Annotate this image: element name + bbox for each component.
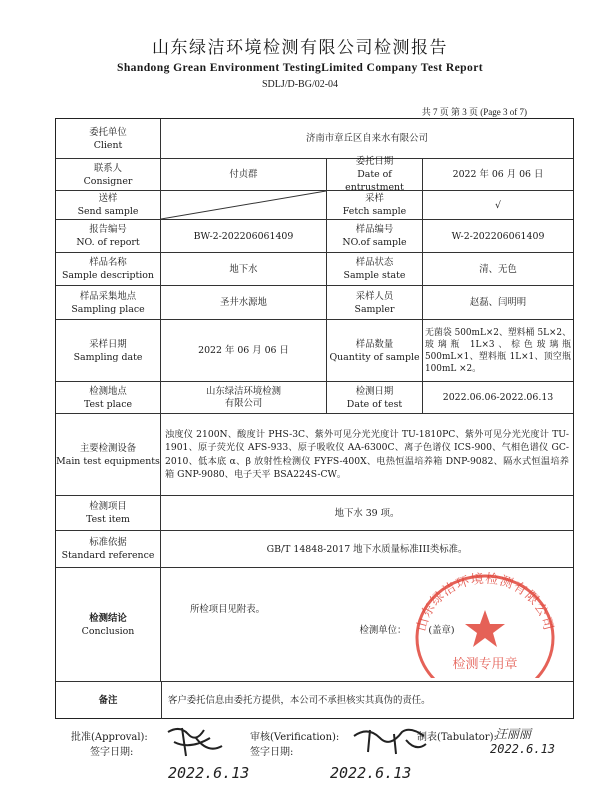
fetch-sample-label: 采样 Fetch sample [342, 193, 407, 217]
sampling-date-label: 采样日期 Sampling date [73, 338, 143, 363]
client-value: 济南市章丘区自来水有限公司 [306, 133, 428, 144]
verification-handwritten-date: 2022.6.13 [330, 764, 412, 782]
tabulator-label: 制表(Tabulator): [417, 732, 497, 743]
sample-state-value: 清、无色 [479, 263, 517, 275]
sampling-place-label: 样品采集地点 Sampling place [71, 290, 145, 315]
entrust-date-label: 委托日期 Date of entrustment [345, 156, 404, 193]
send-sample-label: 送样 Send sample [77, 193, 139, 217]
sampling-date-value: 2022 年 06 月 06 日 [198, 345, 289, 356]
approval-signature [160, 720, 230, 760]
test-unit-label: 检测单位： (盖章) [359, 625, 455, 636]
report-no-label: 报告编号 NO. of report [76, 224, 140, 248]
sampler-value: 赵磊、闫明明 [469, 297, 527, 308]
fetch-sample-check: √ [495, 199, 501, 211]
approval-handwritten-date: 2022.6.13 [168, 764, 250, 782]
report-title-cn: 山东绿洁环境检测有限公司检测报告 [152, 38, 448, 58]
test-item-value: 地下水 39 项。 [334, 507, 400, 519]
conclusion-label: 检测结论 Conclusion [81, 612, 135, 637]
standard-value: GB/T 14848-2017 地下水质量标准III类标准。 [266, 543, 468, 555]
standard-label: 标准依据 Standard reference [61, 537, 155, 561]
test-date-label: 检测日期 Date of test [346, 385, 403, 410]
test-place-label: 检测地点 Test place [83, 385, 133, 410]
sampling-place-value: 圣井水源地 [220, 297, 267, 308]
tabulator-signature: 汪丽丽 [495, 727, 532, 741]
client-label: 委托单位 Client [89, 126, 127, 151]
conclusion-value: 所检项目见附表。 [190, 603, 266, 615]
sample-no-label: 样品编号 NO.of sample [342, 224, 407, 248]
remarks-label: 备注 [98, 694, 118, 706]
report-title-en: Shandong Grean Environment TestingLimited Company Test Report [116, 61, 484, 74]
quantity-value: 无菌袋 500mL×2、塑料桶 5L×2、玻璃瓶 1L×3、棕色玻璃瓶 500mL×1、塑料瓶 1L×1、顶空瓶 100mL ×2。 [425, 327, 571, 374]
sample-desc-value: 地下水 [229, 263, 258, 275]
document-number: SDLJ/D-BG/02-04 [261, 79, 339, 90]
remarks-value: 客户委托信息由委托方提供，本公司不承担核实其真伪的责任。 [168, 694, 431, 706]
sample-no-value: W-2-202206061409 [451, 230, 545, 242]
report-table [55, 118, 574, 719]
report-no-value: BW-2-202206061409 [193, 230, 294, 242]
quantity-label: 样品数量 Quantity of sample [329, 338, 420, 363]
verification-label: 审核(Verification): [250, 732, 340, 743]
page-info: 共 7 页 第 3 页 (Page 3 of 7) [421, 107, 527, 117]
consigner-label: 联系人 Consigner [83, 162, 133, 187]
verification-date-label: 签字日期: [250, 747, 294, 758]
test-item-label: 检测项目 Test item [86, 501, 130, 525]
approval-label: 批准(Approval): [71, 732, 148, 743]
test-place-value: 山东绿洁环境检测有限公司 [206, 385, 282, 409]
equipment-value: 浊度仪 2100N、酸度计 PHS-3C、紫外可见分光光度计 TU-1810PC、紫外可见分光光度计 TU-1901、原子荧光仪 AFS-933、原子吸收仪 AA-6300C、离子色谱仪 ICS-900、气相色谱仪 GC-2010、低本底 α、β 放射性检测仪 FYFS-400X、电热恒温培养箱 DNP-9082、隔水式恒温培养箱 GNP-9080、电子天平 BSA224S-CW。 [165, 428, 569, 480]
entrust-date-value: 2022 年 06 月 06 日 [452, 169, 544, 180]
test-date-value: 2022.06.06-2022.06.13 [442, 392, 554, 403]
sample-desc-label: 样品名称 Sample description [62, 257, 154, 281]
approval-date-label: 签字日期: [90, 747, 134, 758]
consigner-value: 付贞群 [229, 169, 258, 180]
equipment-label: 主要检测设备 Main test equipments [56, 442, 160, 467]
seal-text: 山东绿洁环境检测有限公司 [414, 571, 556, 633]
diagonal-slash [161, 191, 326, 219]
tabulator-handwritten-date: 2022.6.13 [490, 742, 556, 756]
sample-state-label: 样品状态 Sample state [343, 257, 406, 281]
seal-subtext: 检测专用章 [452, 657, 518, 672]
sampler-label: 采样人员 Sampler [354, 290, 395, 315]
